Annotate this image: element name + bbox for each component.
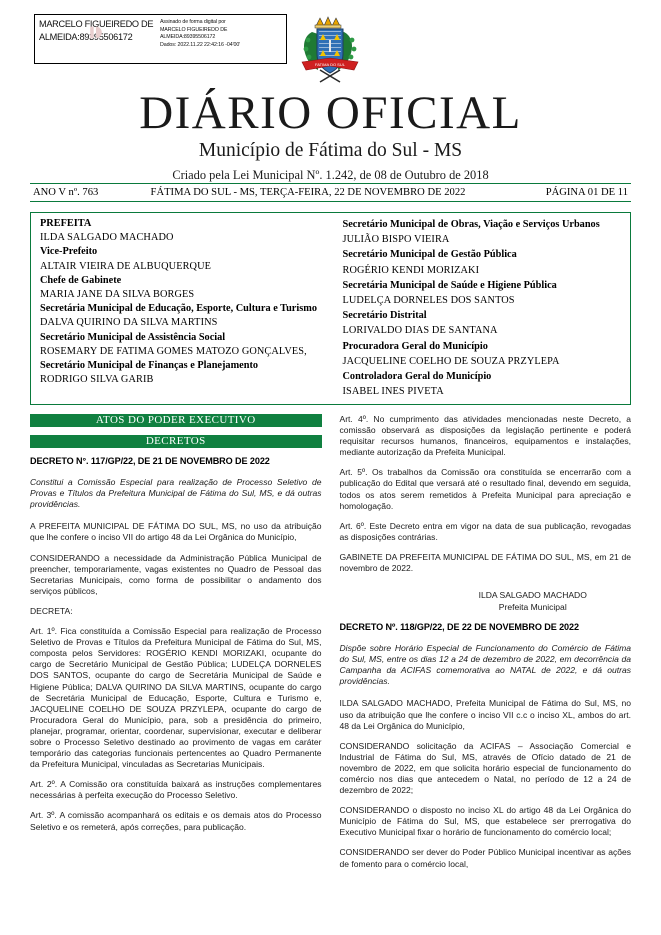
official-role: Chefe de Gabinete [40,274,122,286]
content-columns [30,414,631,929]
svg-text:FATIMA DO SUL: FATIMA DO SUL [315,62,345,67]
officials-box [30,212,631,405]
page-title: DIÁRIO OFICIAL [139,87,522,139]
signature-meta-line-3: ALMEIDA:89395506172 [160,34,216,41]
official-role: Secretário Municipal de Gestão Pública [342,249,517,261]
masthead-subtitle: Município de Fátima do Sul - MS [198,140,463,161]
official-role: Secretário Municipal de Obras, Viação e Serviços Urbanos [342,219,600,230]
digital-signature-stamp [34,14,287,64]
official-role: Secretário Municipal de Finanças e Planejamento [40,360,259,372]
decree-118-ementa: Dispõe sobre Horário Especial de Funcionamento do Comércio de Fátima do Sul, MS, entre os dias 12 a 24 de dezembro de 2022, em decorrência da Campanha da ACIFAS comemorativa ao NATAL de 2022, e dá outras providências. [339,643,631,687]
masthead [0,88,661,183]
signature-meta-line-4: Dados: 2022.11.22 22:42:16 -04'00' [160,41,241,48]
column-left [30,414,322,929]
official-name: RODRIGO SILVA GARIB [40,374,154,386]
officials-column-right [331,217,631,404]
decree-117-preamble: A PREFEITA MUNICIPAL DE FÁTIMA DO SUL, MS, no uso da atribuição que lhe confere o inciso VII do artigo 48 da Lei Orgânica do Município, [30,521,322,543]
decree-117-art-5: Art. 5º. Os trabalhos da Comissão ora constituída se encerrarão com a publicação do Edital que versará até o resultado final, devendo em seguida, todos os atos serem remetidos à Prefeita Municipal para apreciação e homologação. [339,467,631,511]
signature-metadata [158,15,286,63]
official-name: LUDELÇA DORNELES DOS SANTOS [342,295,515,307]
edition-bar [30,183,631,202]
decree-118-title: DECRETO Nº. 118/GP/22, DE 22 DE NOVEMBRO DE 2022 [339,621,579,632]
signature-meta-line-2: MARCELO FIGUEIREDO DE [160,26,228,33]
decree-117-ementa: Constitui a Comissão Especial para realização de Processo Seletivo de Provas e Títulos da Prefeitura Municipal de Fátima do Sul, MS, e dá outras providências. [30,477,322,510]
official-role: Secretário Distrital [342,310,427,322]
official-name: ALTAIR VIEIRA DE ALBUQUERQUE [40,260,212,272]
signature-signer-name: MARCELO FIGUEIREDO DE ALMEIDA:89395506172 [39,19,154,42]
signature-meta-line-1: Assinado de forma digital por [160,19,226,25]
official-name: JULIÃO BISPO VIEIRA [342,234,450,246]
signature-watermark-icon: ⁍ [86,11,106,56]
decree-117-art-2: Art. 2º. A Comissão ora constituída baixará as instruções complementares necessárias à perfeita execução do Processo Seletivo. [30,779,322,801]
decree-117-art-6: Art. 6º. Este Decreto entra em vigor na data de sua publicação, revogadas as disposições contrárias. [339,520,631,542]
edition-location-date: FÁTIMA DO SUL - MS, TERÇA-FEIRA, 22 DE NOVEMBRO DE 2022 [150,187,466,198]
official-name: ILDA SALGADO MACHADO [40,232,174,244]
decree-117-signer-title: Prefeita Municipal [498,601,567,612]
official-role: Procuradora Geral do Município [342,340,488,352]
decree-117-considerando-1: CONSIDERANDO a necessidade da Administração Pública Municipal de preencher, temporariamente, vagas existentes no Quadro de Pessoal das Secretarias Municipais, como forma de possibilitar o andamento dos serviços públicos, [30,552,322,596]
decree-118-considerando-3: CONSIDERANDO ser dever do Poder Público Municipal incentivar as ações de fomento para o comércio local, [339,847,631,869]
masthead-law-line: Criado pela Lei Municipal Nº. 1.242, de 08 de Outubro de 2018 [172,168,489,182]
official-role: PREFEITA [40,218,92,229]
decree-117-decreta: DECRETA: [30,605,73,616]
banner-atos-do-poder-executivo: ATOS DO PODER EXECUTIVO [30,414,322,427]
decree-118-preamble: ILDA SALGADO MACHADO, Prefeita Municipal de Fátima do Sul, MS, no uso da atribuição que lhe confere o inciso VII c.c o inciso XL, ambos do art. 48 da Lei Orgânica do Município, [339,698,631,731]
official-role: Secretário Municipal de Assistência Social [40,331,226,343]
banner-decretos: DECRETOS [30,435,322,448]
official-role: Secretária Municipal de Educação, Esporte, Cultura e Turismo [40,303,317,315]
decree-118-considerando-1: CONSIDERANDO solicitação da ACIFAS – Associação Comercial e Industrial de Fátima do Sul, MS, através de Ofício datado de 21 de novembro de 2022, em que solicita horário especial de funcionamento do comércio nos dias que antecedem o Natal, no período de 12 a 24 de dezembro de 2022; [339,740,631,796]
officials-column-left [31,217,331,404]
official-name: JACQUELINE COELHO DE SOUZA PRZYLEPA [342,355,560,367]
coat-of-arms-icon [296,12,364,86]
decree-117-gabinete: GABINETE DA PREFEITA MUNICIPAL DE FÁTIMA DO SUL, MS, em 21 de novembro de 2022. [339,551,631,574]
official-name: ISABEL INES PIVETA [342,386,444,398]
official-name: DALVA QUIRINO DA SILVA MARTINS [40,317,218,329]
column-right [340,414,632,929]
official-name: MARIA JANE DA SILVA BORGES [40,289,195,301]
decree-117-signature-block [435,590,632,613]
edition-year-number: ANO V nº. 763 [33,187,99,198]
official-name: ROSEMARY DE FATIMA GOMES MATOZO GONÇALVES, [40,345,307,357]
edition-page-number: PÁGINA 01 DE 11 [545,187,628,198]
decree-117-title: DECRETO N°. 117/GP/22, DE 21 DE NOVEMBRO DE 2022 [30,456,270,466]
official-role: Secretária Municipal de Saúde e Higiene Pública [342,279,557,291]
decree-118-considerando-2: CONSIDERANDO o disposto no inciso XL do artigo 48 da Lei Orgânica do Município de Fátima do Sul, MS, que estabelece ser prerrogativa do Executivo Municipal fixar o horário de funcionamento do comércio local; [339,805,631,838]
decree-117-art-3: Art. 3º. A comissão acompanhará os editais e os demais atos do Processo Seletivo e os remeterá, após correções, para publicação. [30,810,322,832]
decree-117-art-4: Art. 4º. No cumprimento das atividades mencionadas neste Decreto, a comissão observará as disposições da legislação pertinente e poderá requisitar recursos humanos, financeiros, equipamentos e instalações, mediante autorização da Prefeita Municipal. [339,414,631,458]
decree-117-signer-name: ILDA SALGADO MACHADO [478,590,587,601]
decree-117-art-1: Art. 1º. Fica constituída a Comissão Especial para realização de Processo Seletivo de Provas e Títulos da Prefeitura Municipal de Fátima do Sul, MS, composta pelos Servidores: ROGÉRIO KENDI MORIZAKI, ocupante do cargo de Secretário Municipal de Gestão Pública; LUDELÇA DORNELES DOS SANTOS, ocupante do cargo de Secretária Municipal de Saúde e Higiene Pública; DALVA QUIRINO DA SILVA MARTINS, ocupante do cargo de Secretária Municipal de Educação, Esporte, Cultura e Turismo e, JACQUELINE COELHO DE SOUZA PRZYLEPA, ocupante do cargo de Procuradora Geral do Município, para, sob a presidência do primeiro, planejar, programar, orientar, coordenar, supervisionar, executar e deliberar sobre o Processo Seletivo destinado ao provimento de vagas em caráter temporário das categorias funcionais pertencentes ao Quadro Permanente da Prefeitura Municipal, vinculadas as Secretarias Municipais. [30,626,322,770]
official-role: Controladora Geral do Município [342,371,492,383]
official-name: LORIVALDO DIAS DE SANTANA [342,325,498,337]
official-name: ROGÉRIO KENDI MORIZAKI [342,264,480,276]
official-role: Vice-Prefeito [40,246,98,258]
